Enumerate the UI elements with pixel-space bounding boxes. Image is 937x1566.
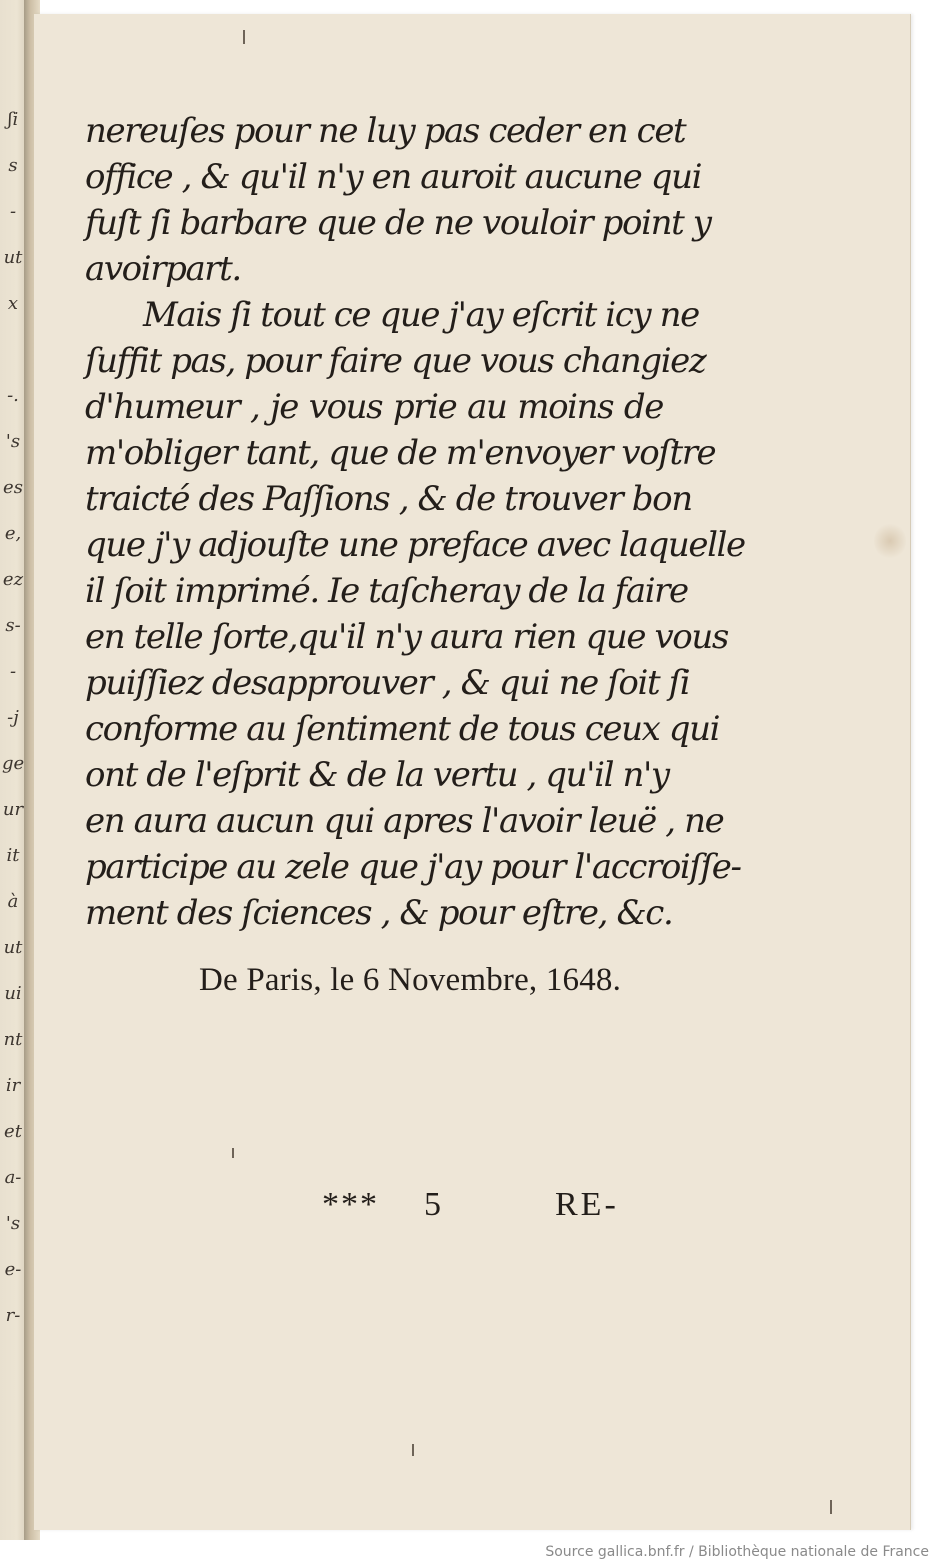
margin-fragment: ez	[2, 569, 24, 590]
margin-fragment: 's	[5, 1213, 21, 1234]
margin-fragment: et	[4, 1121, 22, 1142]
margin-fragment: ʃi	[7, 109, 19, 130]
text-line: m'obliger tant, que de m'envoyer voſtre	[85, 433, 716, 473]
margin-fragment: -	[9, 201, 17, 222]
source-credit: Source gallica.bnf.fr / Bibliothèque nationale de France	[545, 1544, 929, 1560]
text-line: ont de l'eſprit & de la vertu , qu'il n'y	[85, 755, 669, 795]
paper-stain	[874, 522, 906, 560]
margin-fragment: ui	[4, 983, 22, 1004]
left-page-text-fragments	[2, 108, 24, 1350]
margin-fragment: nt	[3, 1029, 23, 1050]
signature-mark: ***	[322, 1186, 379, 1223]
margin-fragment: s	[8, 155, 18, 176]
text-line: avoirpart.	[85, 249, 241, 289]
text-line: ment des ſciences , & pour eſtre, &c.	[85, 893, 673, 933]
margin-fragment: x	[7, 293, 19, 314]
source-footer	[0, 1540, 937, 1566]
text-line: en telle ſorte,qu'il n'y aura rien que vous	[85, 617, 728, 657]
printer-mark	[830, 1500, 832, 1514]
text-line: que j'y adjouſte une preface avec laquelle	[85, 525, 745, 565]
text-line: traicté des Paſſions , & de trouver bon	[85, 479, 692, 519]
margin-fragment: it	[6, 845, 20, 866]
text-line: Mais ſi tout ce que j'ay eſcrit icy ne	[143, 295, 699, 335]
text-line: d'humeur , je vous prie au moins de	[85, 387, 663, 427]
text-line: participe au zele que j'ay pour l'accroiſſe-	[85, 847, 741, 887]
margin-fragment: -.	[7, 385, 19, 406]
margin-fragment: ut	[3, 247, 23, 268]
catchword: RE-	[555, 1186, 619, 1223]
printer-mark	[243, 30, 245, 44]
margin-fragment: -	[9, 661, 17, 682]
margin-fragment: -j	[7, 707, 19, 728]
text-line: conforme au ſentiment de tous ceux qui	[85, 709, 720, 749]
margin-fragment: s-	[5, 615, 21, 636]
margin-fragment: ut	[3, 937, 23, 958]
margin-fragment: e,	[4, 523, 22, 544]
margin-fragment: ur	[2, 799, 24, 820]
margin-fragment: es	[3, 477, 23, 498]
text-line: puiſſiez desapprouver , & qui ne ſoit ſi	[85, 663, 690, 703]
margin-fragment: r-	[5, 1305, 21, 1326]
text-line: nereuſes pour ne luy pas ceder en cet	[85, 111, 686, 151]
margin-fragment: e-	[4, 1259, 22, 1280]
signature-number: 5	[424, 1186, 441, 1223]
text-line: ſuffit pas, pour faire que vous changiez	[85, 341, 706, 381]
text-line: fuſt ſi barbare que de ne vouloir point y	[85, 203, 711, 243]
printer-mark	[232, 1148, 234, 1158]
margin-fragment	[2, 338, 24, 384]
margin-fragment: à	[7, 891, 19, 912]
dateline: De Paris, le 6 Novembre, 1648.	[199, 962, 622, 998]
text-line: il ſoit imprimé. Ie taſcheray de la faire	[85, 571, 688, 611]
letter-body-text	[85, 108, 745, 936]
printer-mark	[412, 1444, 414, 1456]
margin-fragment: 's	[5, 431, 21, 452]
margin-fragment: ge	[2, 753, 25, 774]
text-line: office , & qu'il n'y en auroit aucune qui	[85, 157, 702, 197]
text-line: en aura aucun qui apres l'avoir leuë , ne	[85, 801, 724, 841]
margin-fragment: a-	[4, 1167, 22, 1188]
margin-fragment: ir	[5, 1075, 21, 1096]
